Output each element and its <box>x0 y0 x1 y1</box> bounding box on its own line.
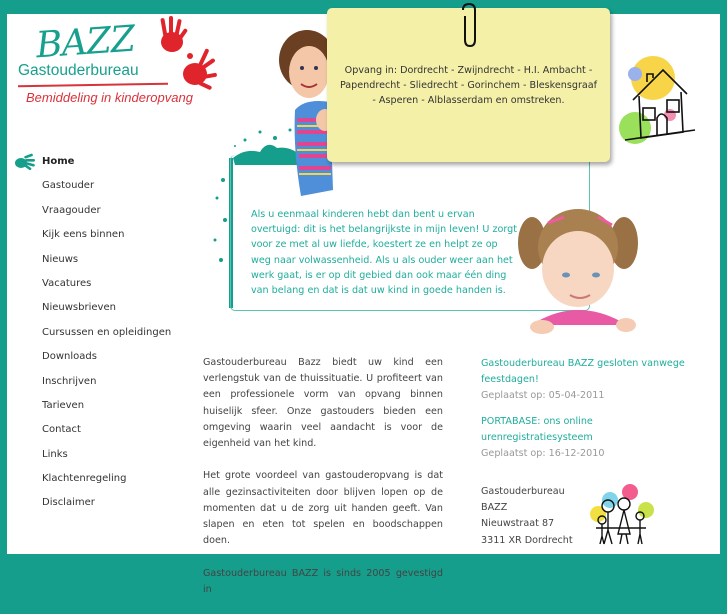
toddler-photo-image <box>508 203 648 343</box>
news-list <box>481 356 701 471</box>
intro-text: Als u eenmaal kinderen hebt dan bent u ervan overtuigd: dit is het belangrijkste in mijn leven! U zorgt voor ze met al uw liefde, koestert ze en helpt ze op weg naar volwassenheid. Als u als ouder weer aan het werk gaat, is er op dit gebied dan ook maar één ding van belang en dat is dat uw kind in goede handen is. <box>251 209 518 297</box>
main-paragraph: Het grote voordeel van gastouderopvang is dat alle gezinsactiviteiten door blijven lopen op de momenten dat u de zorg uit handen geeft. Van slapen en eten tot spelen en boodschappen doen. <box>203 470 443 547</box>
nav-item-tarieven[interactable]: Tarieven <box>42 399 85 411</box>
news-title-link[interactable]: PORTABASE: ons online urenregistratiesysteem <box>481 415 593 443</box>
nav-item-contact[interactable]: Contact <box>42 424 81 436</box>
family-drawing-icon <box>590 484 660 546</box>
logo[interactable] <box>18 14 208 114</box>
address-line: 3311 XR Dordrecht <box>481 534 573 546</box>
address-line: BAZZ <box>481 502 508 514</box>
logo-brand: BAZZ <box>34 18 136 67</box>
main-paragraph: Gastouderbureau Bazz biedt uw kind een verlengstuk van de thuissituatie. U profiteert van een professionele vorm van opvang binnen huiselijk sfeer. Onze gastouders bieden een omgeving waarin veel aandacht is voor de eigenheid van het kind. <box>203 357 443 450</box>
logo-underline <box>18 83 168 88</box>
main-paragraph: Gastouderbureau BAZZ is sinds 2005 gevestigd in <box>203 567 443 595</box>
logo-tagline: Bemiddeling in kinderopvang <box>26 90 193 105</box>
service-area-text: Opvang in: Dordrecht - Zwijndrecht - H.I. Ambacht - Papendrecht - Sliedrecht - Gorinchem - Bleskensgraaf - Asperen - Alblasserdam en omstreken. <box>339 65 598 106</box>
nav-item-downloads[interactable]: Downloads <box>42 351 97 363</box>
main-content <box>203 355 443 614</box>
nav-item-inschrijven[interactable]: Inschrijven <box>42 375 97 387</box>
news-date: Geplaatst op: 16-12-2010 <box>481 448 605 460</box>
house-drawing-icon <box>605 40 695 150</box>
nav-label: Home <box>42 156 75 167</box>
nav-item-links[interactable]: Links <box>42 448 68 460</box>
news-item <box>481 356 701 405</box>
nav-item-gastouder[interactable]: Gastouder <box>42 180 95 192</box>
address-line: Gastouderbureau <box>481 486 565 497</box>
nav-item-nieuwsbrieven[interactable]: Nieuwsbrieven <box>42 302 116 314</box>
nav-item-nieuws[interactable]: Nieuws <box>42 253 79 265</box>
nav-item-home[interactable] <box>0 150 190 174</box>
logo-subtitle: Gastouderbureau <box>18 62 139 79</box>
main-nav <box>0 150 190 516</box>
nav-item-vacatures[interactable]: Vacatures <box>42 277 92 289</box>
address-block <box>481 484 573 549</box>
nav-item-vraagouder[interactable]: Vraagouder <box>42 204 101 216</box>
nav-item-cursussen[interactable]: Cursussen en opleidingen <box>42 326 172 338</box>
address-line: Nieuwstraat 87 <box>481 518 555 530</box>
news-item <box>481 414 701 463</box>
news-date: Geplaatst op: 05-04-2011 <box>481 390 605 402</box>
nav-item-disclaimer[interactable]: Disclaimer <box>42 497 95 509</box>
news-title-link[interactable]: Gastouderbureau BAZZ gesloten vanwege feestdagen! <box>481 358 685 386</box>
nav-item-kijk-eens-binnen[interactable]: Kijk eens binnen <box>42 229 125 241</box>
nav-item-klachtenregeling[interactable]: Klachtenregeling <box>42 473 127 485</box>
teal-hand-icon <box>14 154 36 170</box>
paperclip-icon <box>453 0 483 50</box>
